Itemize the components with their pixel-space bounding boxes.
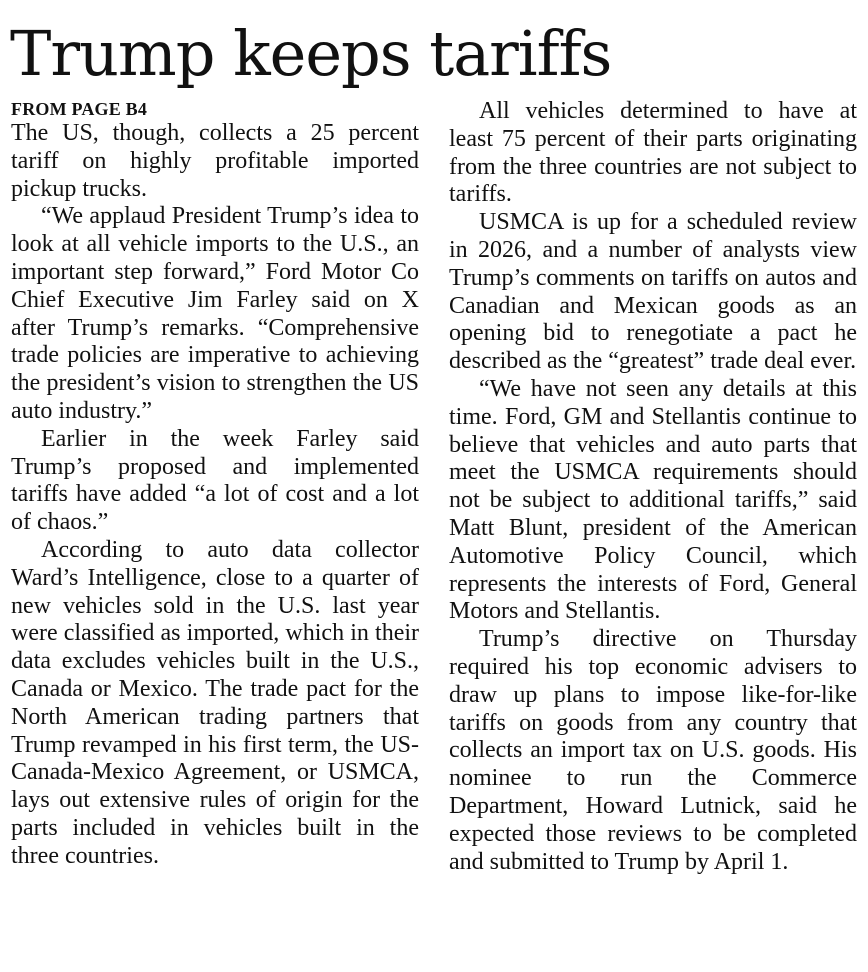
jump-line: FROM PAGE B4 (11, 99, 148, 119)
paragraph: All vehicles determined to have at least 75 percent of their parts originating from the three countries are not subject to tariffs. (449, 98, 857, 208)
article-column-right (449, 98, 857, 876)
paragraph: According to auto data collector Ward’s Intelligence, close to a quarter of new vehicles sold in the U.S. last year were classified as imported, which in their data excludes vehicles built in the U.S., Canada or Mexico. The trade pact for the North American trading partners that Trump revamped in his first term, the US-Canada-Mexico Agreement, or USMCA, lays out extensive rules of origin for the parts included in vehicles built in the three countries. (11, 536, 419, 869)
paragraph: USMCA is up for a scheduled review in 2026, and a number of analysts view Trump’s comments on tariffs on autos and Canadian and Mexican goods as an opening bid to renegotiate a pact he described as the “greatest” trade deal ever. (449, 209, 857, 375)
article-column-left (11, 98, 419, 871)
headline: Trump keeps tariffs (10, 17, 612, 90)
paragraph: “We applaud President Trump’s idea to look at all vehicle imports to the U.S., an important step forward,” Ford Motor Co Chief Executive Jim Farley said on X after Trump’s remarks. “Comprehensive trade policies are imperative to achieving the president’s vision to strengthen the US auto industry.” (11, 203, 419, 424)
paragraph: The US, though, collects a 25 percent tariff on highly profitable imported pickup trucks. (11, 120, 419, 202)
paragraph: Earlier in the week Farley said Trump’s proposed and implemented tariffs have added “a lot of cost and a lot of chaos.” (11, 425, 419, 536)
paragraph: “We have not seen any details at this time. Ford, GM and Stellantis continue to believe that vehicles and auto parts that meet the USMCA requirements should not be subject to additional tariffs,” said Matt Blunt, president of the American Automotive Policy Council, which represents the interests of Ford, General Motors and Stellantis. (449, 375, 857, 625)
paragraph: Trump’s directive on Thursday required his top economic advisers to draw up plans to impose like-for-like tariffs on goods from any country that collects an import tax on U.S. goods. His nominee to run the Commerce Department, Howard Lutnick, said he expected those reviews to be completed and submitted to Trump by April 1. (449, 626, 857, 875)
